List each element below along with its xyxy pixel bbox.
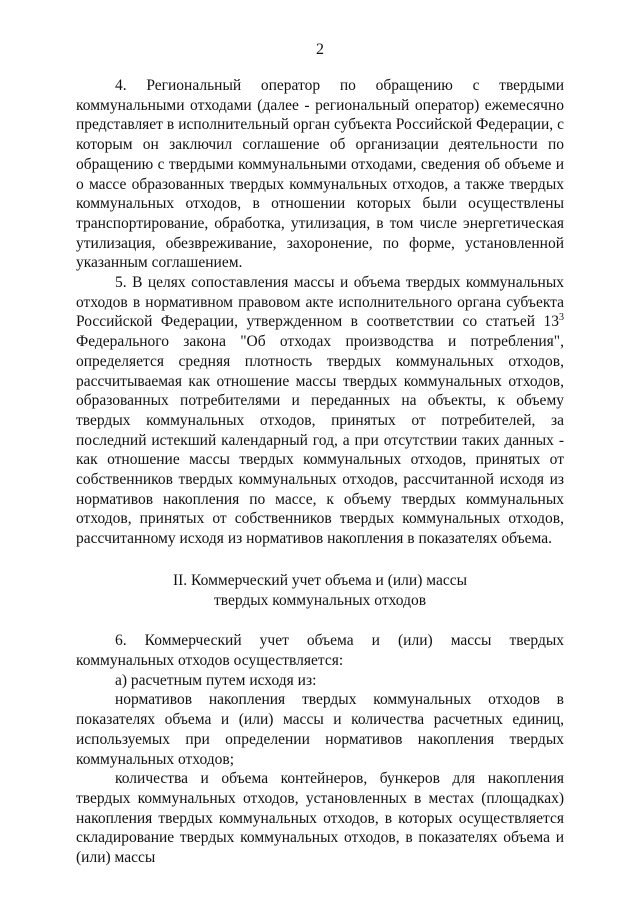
section-heading-line-2: твердых коммунальных отходов [213, 591, 427, 609]
paragraph-5-text-b: Федерального закона "Об отходах производства и потребления", определяется средняя плотность твердых коммунальных отходов, рассчитываемая как отношение массы твердых коммунальных отходов, образованных потребителями и переданных на объекты, к объему твердых коммунальных отходов, принятых от потребителей, за последний истекший календарный год, а при отсутствии таких данных - как отношение массы твердых коммунальных отходов, принятых от собственников твердых коммунальных отходов, рассчитанной исходя из нормативов накопления по массе, к объему твердых коммунальных отходов, принятых от собственников твердых коммунальных отходов, рассчитанному исходя из нормативов накопления в показателях объема. [76, 333, 564, 548]
paragraph-6a: а) расчетным путем исходя из: [115, 671, 317, 689]
paragraph-5 [76, 273, 564, 549]
section-heading-line-1: II. Коммерческий учет объема и (или) массы [172, 571, 467, 589]
page-number: 2 [316, 41, 324, 58]
paragraph-4: 4. Региональный оператор по обращению с твердыми коммунальными отходами (далее - региональный оператор) ежемесячно представляет в исполнительный орган субъекта Российской Федерации, с которым он заключил соглашение об организации деятельности по обращению с твердыми коммунальными отходами, сведения об объеме и о массе образованных твердых коммунальных отходов, а также твердых коммунальных отходов, в отношении которых были осуществлены транспортирование, обработка, утилизация, в том числе энергетическая утилизация, обезвреживание, захоронение, по форме, установленной указанным соглашением. [76, 77, 564, 272]
paragraph-containers: количества и объема контейнеров, бункеров для накопления твердых коммунальных отходов, установленных в местах (площадках) накопления твердых коммунальных отходов, в которых осуществляется складирование твердых коммунальных отходов, в показателях объема и (или) массы [76, 770, 564, 867]
superscript: 3 [559, 312, 564, 324]
paragraph-5-text-a: 5. В целях сопоставления массы и объема твердых коммунальных отходов в нормативном правовом акте исполнительного органа субъекта Российской Федерации, утвержденном в соответствии со статьей 13 [76, 274, 564, 331]
document-body [76, 76, 564, 868]
paragraph-6: 6. Коммерческий учет объема и (или) массы твердых коммунальных отходов осуществляется: [76, 632, 564, 669]
section-heading [76, 571, 564, 610]
paragraph-norms: нормативов накопления твердых коммунальных отходов в показателях объема и (или) массы и количества расчетных единиц, используемых при определении нормативов накопления твердых коммунальных отходов; [76, 691, 564, 768]
